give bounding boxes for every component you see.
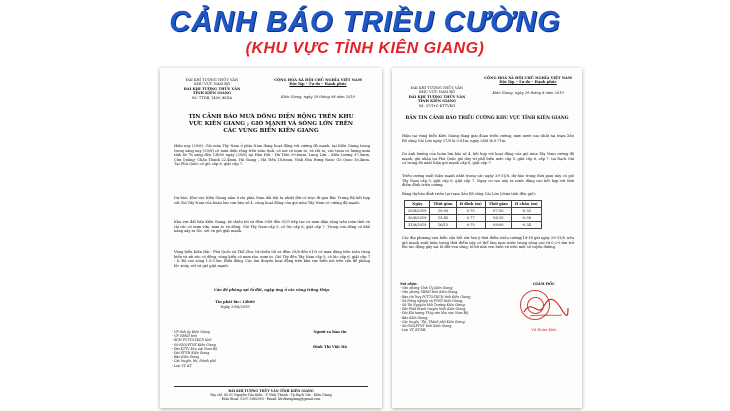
table-header-cell: Ngày: [405, 201, 430, 208]
right-signer-name: Vũ Hoàn Kiên: [531, 328, 557, 332]
signature-icon: [522, 296, 570, 320]
list-item: - Đài Khí tượng Thủy văn khu vực Nam Bộ;: [400, 311, 469, 316]
page-title: CẢNH BÁO TRIỀU CƯỜNG: [169, 6, 561, 38]
right-table-caption: Bảng dự báo đỉnh triều tại trạm Xẻo Rô sông Cái Lớn (chưa tính đến gió):: [402, 192, 536, 196]
tide-forecast-table: [404, 200, 542, 229]
list-item: - Đài PT-TH Kiên Giang: [172, 351, 210, 356]
right-signature-block: GIÁM ĐỐC: [533, 282, 555, 286]
left-doc-title: TIN CẢNH BÁO MƯA DÔNG DIỆN RỘNG TRÊN KHU VỰC KIÊN GIANG ; GIÓ MẠNH VÀ SÓNG LỚN TRÊN CÁC VÙNG BIỂN KIÊN GIANG: [188, 114, 354, 134]
list-item: - Lưu VT, KT-DB.: [400, 328, 427, 333]
list-item: - VP UBND tỉnh: [172, 334, 198, 339]
right-nation-block: CỘNG HOÀ XÃ HỘI CHỦ NGHĨA VIỆT NAM Độc lập – Tự do – Hạnh phúc Kiên Giang, ngày 29 tháng 8 năm 2019: [484, 76, 572, 95]
right-doc-title: BẢN TIN CẢNH BÁO TRIỀU CƯỜNG KHU VỰC TỈNH KIÊN GIANG: [405, 116, 569, 121]
list-item: - Ban chỉ huy PCTT&TKCN tỉnh Kiên Giang;: [400, 294, 471, 299]
table-row: 31/8/2019 16/15 0.75 09:00 -0.34: [405, 222, 542, 229]
list-item: - Văn phòng UBND tỉnh Kiên Giang;: [400, 290, 459, 295]
right-agency-block: ĐÀI KHÍ TƯỢNG THỦY VĂN KHU VỰC NAM BỘ ĐÀI KHÍ TƯỢNG THỦY VĂN TỈNH KIÊN GIANG Số: 37/TrC-KTTVKG: [408, 86, 466, 108]
list-item: - Sở NN&PTNT Kiên Giang: [172, 342, 216, 347]
list-item: - Sở NN&PTNT tỉnh Kiên Giang;: [400, 324, 453, 329]
list-item: - BCH PCTT&TKCN tỉnh: [172, 338, 212, 343]
left-recipients-list: [172, 330, 262, 368]
right-para-current: Hiện tại vùng biển Kiên Giang đang giai đoạn triều cường, mực nước cao nhất tại trạm Xẻo Rô sông Cái Lớn ngày 27/8 là 0.81m; ngày 28/8 là 0.71m.: [402, 134, 574, 143]
table-header-cell: Thời gian: [430, 201, 456, 208]
right-para-forecast: Triều cường xuất hiện mạnh nhất trong các ngày 29-31/8, dự báo trong thời gian này có gió Tây Nam cấp 5, giật cấp 6, giật cấp 7. Ngay cơ cao xảy ra nước dâng cao kết hợp với thời điểm đỉnh triều cường.: [402, 174, 574, 188]
list-item: - Sở Tài Nguyên Môi Trường Kiên Giang;: [400, 303, 466, 308]
right-para-advice: Các địa phương ven biển cần hết sức lưu ý thời điểm triều cường(14-16 giờ ngày 29-31/8, nếu gió mạnh xuất hiện trong thời điểm này có thể làm mực nước trong sông cao từ 0.2-0.6m trở lên tác động gây sạt lở đất ven sông, lở bờ nhà ven biển và trên một số tuyến đường.: [402, 236, 574, 250]
page-subtitle: (KHU VỰC TỈNH KIÊN GIANG): [245, 40, 485, 57]
table-header-row: [405, 201, 542, 208]
storm-warning-document: [160, 68, 382, 408]
left-para-mainland: Khu vực đất liền Kiên Giang: từ chiều tối và đêm 29/8 đến 01/9 tiếp tục có mưa diện rộng trên toàn tỉnh và rải rác có mưa vừa, mưa to và dông. Gió Tây Nam cấp 5, có lúc cấp 6, giật cấp 7. Trong cơn dông có khả năng xảy ra lốc, sét và gió giật mạnh.: [174, 220, 370, 234]
page-header: [0, 0, 730, 62]
left-release-block: Tin phát lúc: 14h00 Ngày 29/8/2019: [215, 300, 255, 309]
list-item: - VP tỉnh ủy Kiên Giang: [172, 330, 210, 334]
table-header-cell: H chân (m): [511, 201, 541, 208]
table-row: 29/8/2019 15:00 0.75 07:30 -0.35: [405, 208, 542, 215]
right-recipients-list: Nơi nhận: - Văn phòng Tỉnh Ủy Kiên Giang; - Văn phòng UBND tỉnh Kiên Giang; - Ban chỉ huy PCTT&TKCN tỉnh Kiên Giang; - Sở Nông nghiệp và PTNT Kiên Giang; - Sở Tài Nguyên Môi Trường Kiên Giang; - Đài Phát thanh truyền hình Kiên Giang; - Đài Khí tượng Thủy văn khu vực Nam Bộ; - Báo Kiên Giang; - Các huyện, Thị, Thành phố Kiên Giang; - Sở NN&PTNT tỉnh Kiên Giang; - Lưu VT, KT-DB.: [400, 282, 500, 332]
table-header-cell: H đỉnh (m): [456, 201, 485, 208]
list-item: - Các huyện, Thị, Thành phố Kiên Giang;: [400, 319, 466, 324]
list-item: - Đài Phát thanh truyền hình Kiên Giang;: [400, 307, 467, 312]
left-signature-block: Người ra bản tin Đinh Thị Việt Hà: [313, 330, 347, 349]
table-header-cell: Thời gian: [485, 201, 511, 208]
list-item: - Các huyện, thị, thành phố: [172, 359, 216, 364]
left-agency-block: ĐÀI KHÍ TƯỢNG THỦY VĂN KHU VỰC NAM BỘ ĐÀI KHÍ TƯỢNG THỦY VĂN TỈNH KIÊN GIANG Số: TTDB_1400 /KGIA: [183, 78, 241, 100]
table-row: 30/8/2019 15:45 0.77 08:15 -0.38: [405, 215, 542, 222]
list-item: - Báo Kiên Giang;: [400, 315, 429, 320]
left-para-forecast: Dự báo: Khu vực Kiên Giang nằm ở rìa phía Nam dải hội tụ nhiệt đới có trục đi qua Bắc Trung Bộ kết hợp với Gió Tây Nam của hoàn lưu cơn bão số 4, cùng hoạt động của gió mùa Tây Nam có cường độ mạnh:: [174, 196, 370, 205]
list-item: - Sở Nông nghiệp và PTNT Kiên Giang;: [400, 298, 464, 303]
list-item: - Lưu VT, KT: [172, 363, 192, 368]
right-para-storm: Do ảnh hưởng của hoàn lưu bão số 4, kết hợp với hoạt động của gió mùa Tây Nam cường độ mạnh, ghi nhận tại Phú Quốc gió duy trì phổ biến mức cấp 5, giật cấp 6, cấp 7, tại Rạch Giá có trong đó xuất hiện gió mạnh cấp 6, giật cấp 7.: [402, 152, 574, 166]
left-nation-block: CỘNG HOÀ XÃ HỘI CHỦ NGHĨA VIỆT NAM Độc lập – Tự do – Hạnh phúc Kiên Giang, ngày 29 tháng 08 năm 2019: [274, 78, 362, 99]
list-item: - Đài KTTV khu vực Nam Bộ: [172, 346, 218, 351]
left-para-sea: Vùng biển Kiên Hải - Phú Quốc và Thổ Chu: từ chiều tối và đêm 29/8 đến 01/9 có mưa dông trên toàn vùng biển và rải rác có dông, vùng biển có mưa rào, mưa to. Gió Tây đến Tây Nam cấp 5, có lúc cấp 6, giật cấp 7 - 8. Độ cao sóng 1.5-3.0m. Biển động. Các tàu thuyền hoạt động trên khu vực biển nói trên cần đề phòng lốc xoáy, sét và gió giật mạnh.: [174, 250, 370, 268]
list-item: - Văn phòng Tỉnh Ủy Kiên Giang;: [400, 286, 454, 291]
left-caution: Cần đề phòng sạt lở đất, ngập úng ở các vùng trũng thấp.: [213, 288, 331, 292]
left-footer: ĐÀI KHÍ TƯỢNG THỦY VĂN TỈNH KIÊN GIANG Địa chỉ: Số 01 Nguyễn Văn Kiến - P. Vĩnh Thanh - Tp.Rạch Giá - Kiên Giang Điện thoại: 0297.3862093 - Email: kttvkiengiang@gmail.com: [210, 389, 332, 401]
left-footer-divider: [174, 386, 368, 387]
list-item: - Báo Kiên Giang: [172, 355, 200, 360]
tide-warning-document: [392, 68, 582, 408]
left-para-current: Hiện nay (29/8): Gió mùa Tây Nam ở phía Nam đang hoạt động với cường độ mạnh, tại Kiên Giang trong trong sáng nay (29/8) có mưa diện rộng trên toàn tỉnh, có nơi có mưa to, và rất to; các trạm có lượng mưa tính từ 7h sáng đến 13h00 ngày (29/8) tại Hòn Đất - Hà Tiên 59,6mm, Lung Lớn – Kiên Lương 37,0mm, Cửa Quảng- Châu Thành 22,4mm, Hà Giang – Hà Tiên 18,6mm, Vĩnh Hòa Hưng Nam- Gò Quao 16,4mm. Tại Phú Quốc có gió cấp 6, giật cấp 7.: [174, 144, 370, 167]
